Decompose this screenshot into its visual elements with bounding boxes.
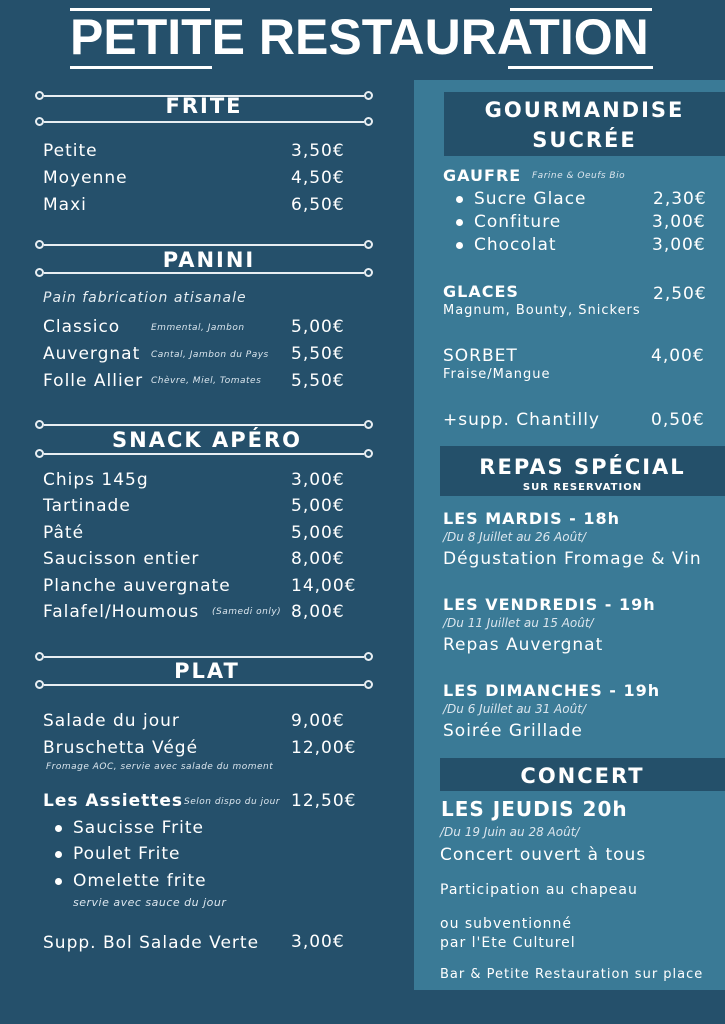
menu-item-sub: Fraise/Mangue bbox=[443, 367, 551, 382]
concert-line: par l'Ete Culturel bbox=[440, 935, 576, 951]
menu-item-price: 12,00€ bbox=[291, 738, 357, 758]
list-item: Chocolat bbox=[474, 235, 557, 255]
divider-dot bbox=[35, 117, 44, 126]
menu-item-sub: Magnum, Bounty, Snickers bbox=[443, 303, 641, 318]
divider-line bbox=[44, 244, 364, 246]
list-item: Poulet Frite bbox=[73, 844, 181, 864]
list-item: Saucisse Frite bbox=[73, 818, 205, 838]
concert-line: Participation au chapeau bbox=[440, 882, 638, 898]
menu-item-price: 3,00€ bbox=[652, 235, 706, 255]
divider-line bbox=[44, 684, 364, 686]
menu-item-price: 6,50€ bbox=[291, 195, 345, 215]
divider-line bbox=[44, 121, 364, 123]
section-heading: PANINI bbox=[162, 248, 256, 272]
concert-line: ou subventionné bbox=[440, 916, 573, 932]
event-desc: Soirée Grillade bbox=[443, 721, 583, 741]
menu-item-name: Petite bbox=[43, 141, 98, 161]
menu-item-name: Falafel/Houmous bbox=[43, 602, 200, 622]
bullet bbox=[456, 219, 463, 226]
divider-dot bbox=[35, 449, 44, 458]
menu-item-price: 5,50€ bbox=[291, 371, 345, 391]
menu-item-price: 8,00€ bbox=[291, 549, 345, 569]
menu-item-detail: Chèvre, Miel, Tomates bbox=[151, 376, 262, 386]
menu-item-price: 4,50€ bbox=[291, 168, 345, 188]
event-dates: /Du 6 Juillet au 31 Août/ bbox=[443, 702, 586, 716]
menu-item-name: SORBET bbox=[443, 346, 518, 366]
menu-item-name: Pâté bbox=[43, 523, 85, 543]
menu-item-name: Salade du jour bbox=[43, 711, 180, 731]
menu-item-detail: Selon dispo du jour bbox=[184, 797, 280, 807]
title-underline-left bbox=[70, 66, 212, 69]
event-day: LES MARDIS - 18h bbox=[443, 509, 621, 528]
section-heading: PLAT bbox=[174, 659, 240, 683]
menu-item-name: Bruschetta Végé bbox=[43, 738, 199, 758]
divider-line bbox=[44, 272, 364, 274]
section-heading: REPAS SPÉCIAL bbox=[479, 455, 686, 479]
menu-item-detail: Farine & Oeufs Bio bbox=[532, 171, 626, 181]
bullet bbox=[55, 851, 62, 858]
event-desc: Dégustation Fromage & Vin bbox=[443, 549, 702, 569]
title-underline-right bbox=[508, 66, 653, 69]
event-dates: /Du 19 Juin au 28 Août/ bbox=[440, 825, 580, 839]
divider-dot bbox=[364, 680, 373, 689]
divider-dot bbox=[364, 449, 373, 458]
menu-item-price: 3,00€ bbox=[652, 212, 706, 232]
event-day: LES DIMANCHES - 19h bbox=[443, 681, 661, 700]
menu-item-note: servie avec sauce du jour bbox=[73, 896, 227, 909]
menu-item-name: Planche auvergnate bbox=[43, 576, 231, 596]
menu-item-name: Maxi bbox=[43, 195, 87, 215]
divider-dot bbox=[35, 680, 44, 689]
menu-item-price: 14,00€ bbox=[291, 576, 357, 596]
bullet bbox=[456, 242, 463, 249]
menu-item-detail: (Samedi only) bbox=[212, 607, 282, 617]
menu-item-price: 5,00€ bbox=[291, 317, 345, 337]
menu-item-detail: Emmental, Jambon bbox=[151, 323, 245, 333]
list-item: Sucre Glace bbox=[474, 189, 587, 209]
menu-item-price: 8,00€ bbox=[291, 602, 345, 622]
menu-item-name: +supp. Chantilly bbox=[443, 410, 600, 430]
menu-item-price: 2,30€ bbox=[653, 189, 707, 209]
divider-dot bbox=[35, 268, 44, 277]
footer-text: Bar & Petite Restauration sur place bbox=[440, 967, 704, 982]
menu-item-name: Folle Allier bbox=[43, 371, 144, 391]
menu-item-price: 3,50€ bbox=[291, 141, 345, 161]
divider-line bbox=[44, 656, 364, 658]
section-heading: SNACK APÉRO bbox=[112, 428, 302, 452]
event-day: LES VENDREDIS - 19h bbox=[443, 595, 656, 614]
menu-item-price: 4,00€ bbox=[651, 346, 705, 366]
menu-item-name: Tartinade bbox=[43, 496, 131, 516]
menu-item-name: Moyenne bbox=[43, 168, 128, 188]
divider-dot bbox=[364, 268, 373, 277]
menu-item-price: 12,50€ bbox=[291, 791, 357, 811]
section-heading: SUCRÉE bbox=[532, 128, 637, 152]
section-heading: CONCERT bbox=[520, 764, 645, 788]
section-heading: FRITE bbox=[165, 94, 243, 118]
divider-line bbox=[44, 424, 364, 426]
menu-item-price: 5,00€ bbox=[291, 496, 345, 516]
divider-line bbox=[44, 453, 364, 455]
menu-item-price: 3,00€ bbox=[291, 470, 345, 490]
menu-item-name: Auvergnat bbox=[43, 344, 141, 364]
menu-item-detail: Cantal, Jambon du Pays bbox=[151, 350, 269, 360]
bullet bbox=[55, 825, 62, 832]
bullet bbox=[55, 878, 62, 885]
list-item: Confiture bbox=[474, 212, 562, 232]
list-item: Omelette frite bbox=[73, 871, 207, 891]
menu-item-price: 0,50€ bbox=[651, 410, 705, 430]
menu-item-price: 9,00€ bbox=[291, 711, 345, 731]
divider-dot bbox=[364, 117, 373, 126]
page-title: PETITE RESTAURATION bbox=[70, 9, 649, 65]
menu-item-note: Fromage AOC, servie avec salade du moment bbox=[46, 762, 274, 772]
panini-note: Pain fabrication atisanale bbox=[43, 290, 247, 306]
event-desc: Concert ouvert à tous bbox=[440, 845, 647, 865]
event-day: LES JEUDIS 20h bbox=[441, 797, 628, 821]
menu-item-name: Chips 145g bbox=[43, 470, 149, 490]
menu-item-name: Supp. Bol Salade Verte bbox=[43, 933, 260, 953]
menu-item-name: Classico bbox=[43, 317, 121, 337]
event-dates: /Du 8 Juillet au 26 Août/ bbox=[443, 530, 586, 544]
menu-item-price: 5,00€ bbox=[291, 523, 345, 543]
menu-item-name: Les Assiettes bbox=[43, 791, 184, 811]
bullet bbox=[456, 196, 463, 203]
menu-item-price: 5,50€ bbox=[291, 344, 345, 364]
section-heading: GOURMANDISE bbox=[484, 98, 685, 122]
menu-item-name: GAUFRE bbox=[443, 166, 522, 185]
menu-item-name: GLACES bbox=[443, 282, 519, 301]
menu-item-price: 3,00€ bbox=[291, 932, 345, 952]
event-dates: /Du 11 Juillet au 15 Août/ bbox=[443, 616, 594, 630]
menu-item-price: 2,50€ bbox=[653, 284, 707, 304]
section-subheading: SUR RESERVATION bbox=[522, 482, 643, 493]
event-desc: Repas Auvergnat bbox=[443, 635, 604, 655]
menu-item-name: Saucisson entier bbox=[43, 549, 200, 569]
